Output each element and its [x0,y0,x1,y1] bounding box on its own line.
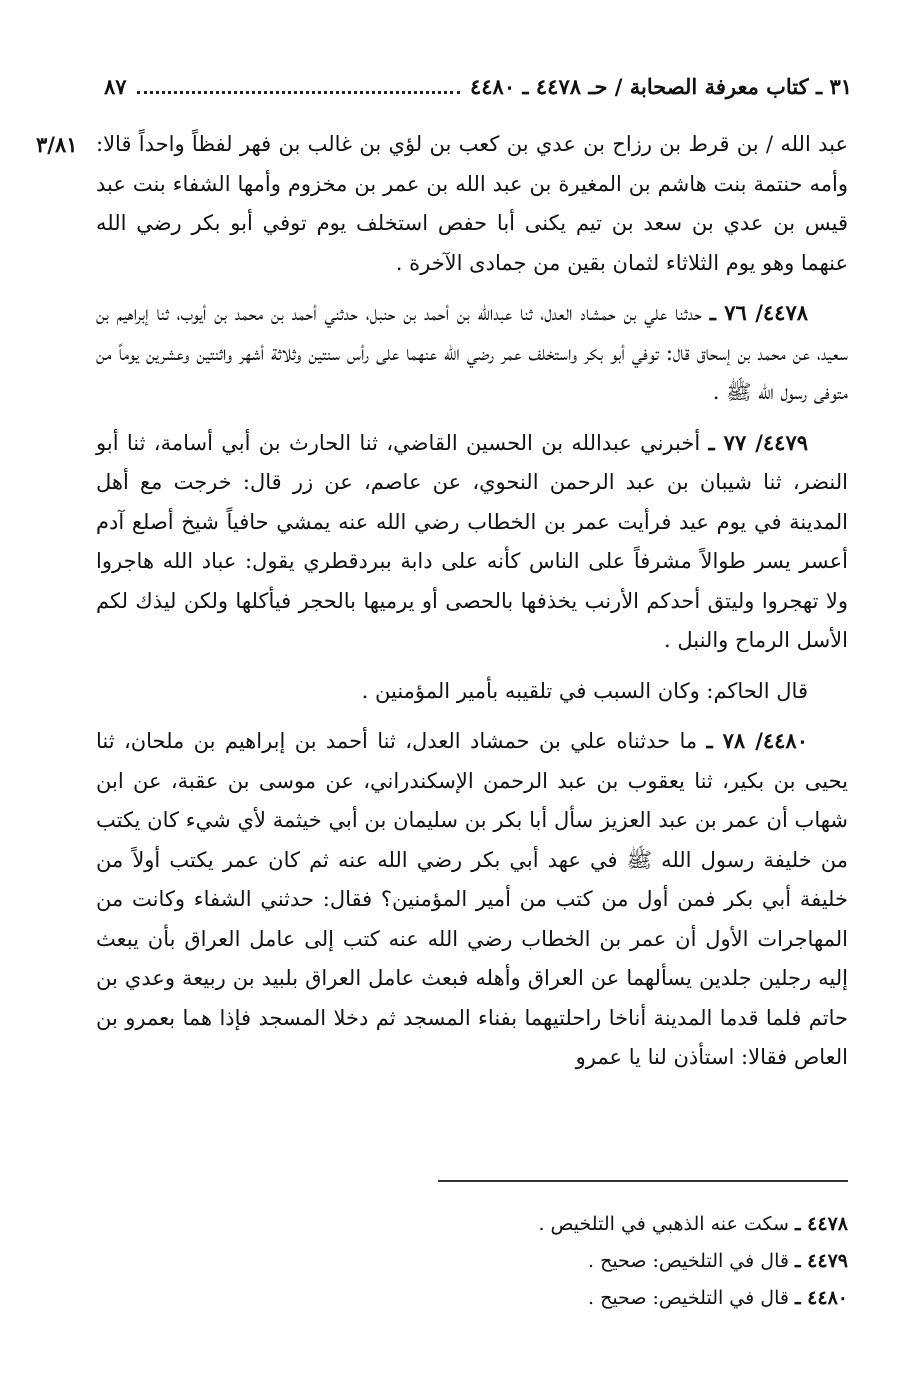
paragraph-text: عبد الله / بن قرط بن رزاح بن عدي بن كعب بن لؤي بن غالب بن فهر لفظاً واحداً قالا: وأمه حنتمة بنت هاشم بن المغيرة بن عبد الله بن عمر بن مخزوم وأمها الشفاء بنت عبد قيس بن عدي بن سعد بن تيم يكنى أبا حفص استخلف يوم توفي أبو بكر رضي الله عنهما وهو يوم الثلاثاء لثمان بقين من جمادى الآخرة . [96,132,848,275]
footnotes [96,1206,848,1317]
footnote-number: ٤٤٨٠ ـ [794,1287,848,1309]
hadith-number: ٤٤٧٩/ ٧٧ ـ [708,429,809,455]
footnote-text: قال في التلخيص: صحيح . [587,1250,795,1272]
margin-volume-reference: ٣/٨١ [36,132,78,157]
header-title: ٣١ ـ كتاب معرفة الصحابة / حـ ٤٤٧٨ ـ ٤٤٨٠ [470,73,852,99]
hadith-4480 [96,721,848,1078]
footnote [96,1206,848,1243]
header-leader-dots [137,91,460,94]
hadith-number: ٤٤٨٠/ ٧٨ ـ [706,728,808,753]
hakim-note [96,671,848,712]
hadith-4479 [96,423,848,661]
footnote-text: سكت عنه الذهبي في التلخيص . [538,1213,795,1235]
paragraph-text: قال الحاكم: وكان السبب في تلقيبه بأمير المؤمنين . [361,678,808,703]
hadith-4478 [96,293,848,413]
footnote [96,1243,848,1280]
page-number: ٨٧ [104,73,127,99]
main-text [96,124,848,1078]
running-header [104,66,852,106]
paragraph-text: ما حدثناه علي بن حمشاد العدل، ثنا أحمد بن إبراهيم بن ملحان، ثنا يحيى بن بكير، ثنا يعقوب بن عبد الرحمن الإسكندراني، عن موسى بن عقبة، عن ابن شهاب أن عمر بن عبد العزيز سأل أبا بكر بن سليمان بن أبي خيثمة لأي شيء كان يكتب من خليفة رسول الله ﷺ في عهد أبي بكر رضي الله عنه ثم كان عمر يكتب أولاً من خليفة أبي بكر فمن أول من كتب من أمير المؤمنين؟ فقال: حدثني الشفاء وكانت من المهاجرات الأول أن عمر بن الخطاب رضي الله عنه كتب إلى عامل العراق بأن يبعث إليه رجلين جلدين يسألهما عن العراق وأهله فبعث عامل العراق بلبيد بن ربيعة وعدي بن حاتم فلما قدما المدينة أناخا راحلتيهما بفناء المسجد ثم دخلا المسجد فإذا هما بعمرو بن العاص فقالا: استأذن لنا يا عمرو [96,729,848,1069]
footnote-divider [438,1180,848,1182]
footnote-number: ٤٤٧٩ ـ [794,1250,848,1272]
paragraph-text: أخبرني عبدالله بن الحسين القاضي، ثنا الحارث بن أبي أسامة، ثنا أبو النضر، ثنا شيبان بن عبد الرحمن النحوي، عن عاصم، عن زر قال: خرجت مع أهل المدينة في يوم عيد فرأيت عمر بن الخطاب رضي الله عنه يمشي حافياً شيخ أصلع آدم أعسر يسر طوالاً مشرفاً على الناس كأنه على دابة ببردقطري يقول: عباد الله هاجروا ولا تهجروا وليتق أحدكم الأرنب يخذفها بالحصى أو يرميها بالحجر فيأكلها ولكن ليذك لكم الأسل الرماح والنبل . [96,430,848,652]
paragraph-text: حدثنا علي بن حمشاد العدل، ثنا عبدالله بن أحمد بن حنبل، حدثني أحمد بن محمد بن أيوب، ثنا إبراهيم بن سعيد، عن محمد بن إسحاق قال: توفي أبو بكر واستخلف عمر رضي الله عنهما على رأس سنتين وثلاثة أشهر واثنتين وعشرين يوماً من متوفى رسول الله ﷺ . [96,301,848,404]
footnote [96,1280,848,1317]
hadith-number: ٤٤٧٨/ ٧٦ ـ [709,300,809,325]
paragraph-continuation [96,124,848,283]
footnote-text: قال في التلخيص: صحيح . [587,1287,795,1309]
footnote-number: ٤٤٧٨ ـ [794,1213,848,1235]
